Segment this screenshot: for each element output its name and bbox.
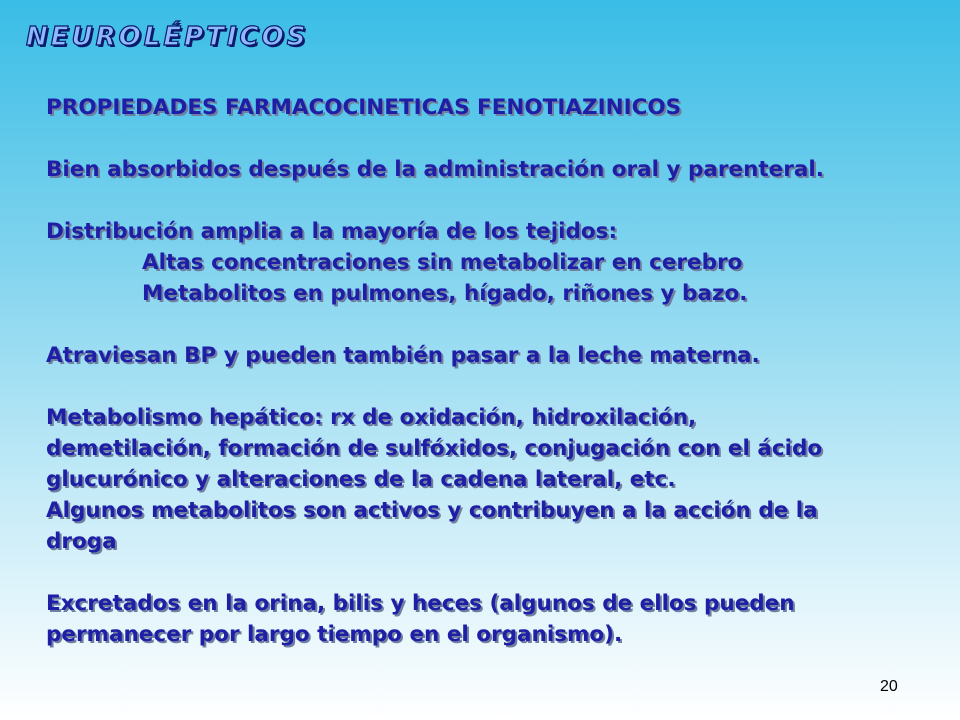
distribution-heading: Distribución amplia a la mayoría de los tejidos: — [46, 219, 618, 244]
spacer — [46, 371, 926, 402]
metabolism-line: glucurónico y alteraciones de la cadena lateral, etc. — [46, 467, 676, 492]
metabolism-line: Metabolismo hepático: rx de oxidación, hidroxilación, — [46, 405, 697, 430]
absorption-text: Bien absorbidos después de la administración oral y parenteral. — [46, 157, 824, 182]
slide-content — [46, 92, 926, 650]
barrier-text: Atraviesan BP y pueden también pasar a la leche materna. — [46, 343, 760, 368]
metabolism-line: Algunos metabolitos son activos y contribuyen a la acción de la — [46, 498, 818, 523]
slide-header: NEUROLÉPTICOS — [26, 22, 309, 52]
excretion-line: permanecer por largo tiempo en el organismo). — [46, 622, 623, 647]
page-number: 20 — [880, 678, 898, 695]
spacer — [46, 185, 926, 216]
slide-title: PROPIEDADES FARMACOCINETICAS FENOTIAZINICOS — [46, 95, 682, 120]
distribution-item: Metabolitos en pulmones, hígado, riñones y bazo. — [142, 281, 748, 306]
distribution-item: Altas concentraciones sin metabolizar en cerebro — [142, 250, 743, 275]
metabolism-line: droga — [46, 529, 117, 554]
spacer — [46, 309, 926, 340]
spacer — [46, 123, 926, 154]
metabolism-line: demetilación, formación de sulfóxidos, conjugación con el ácido — [46, 436, 823, 461]
spacer — [46, 557, 926, 588]
excretion-line: Excretados en la orina, bilis y heces (algunos de ellos pueden — [46, 591, 795, 616]
